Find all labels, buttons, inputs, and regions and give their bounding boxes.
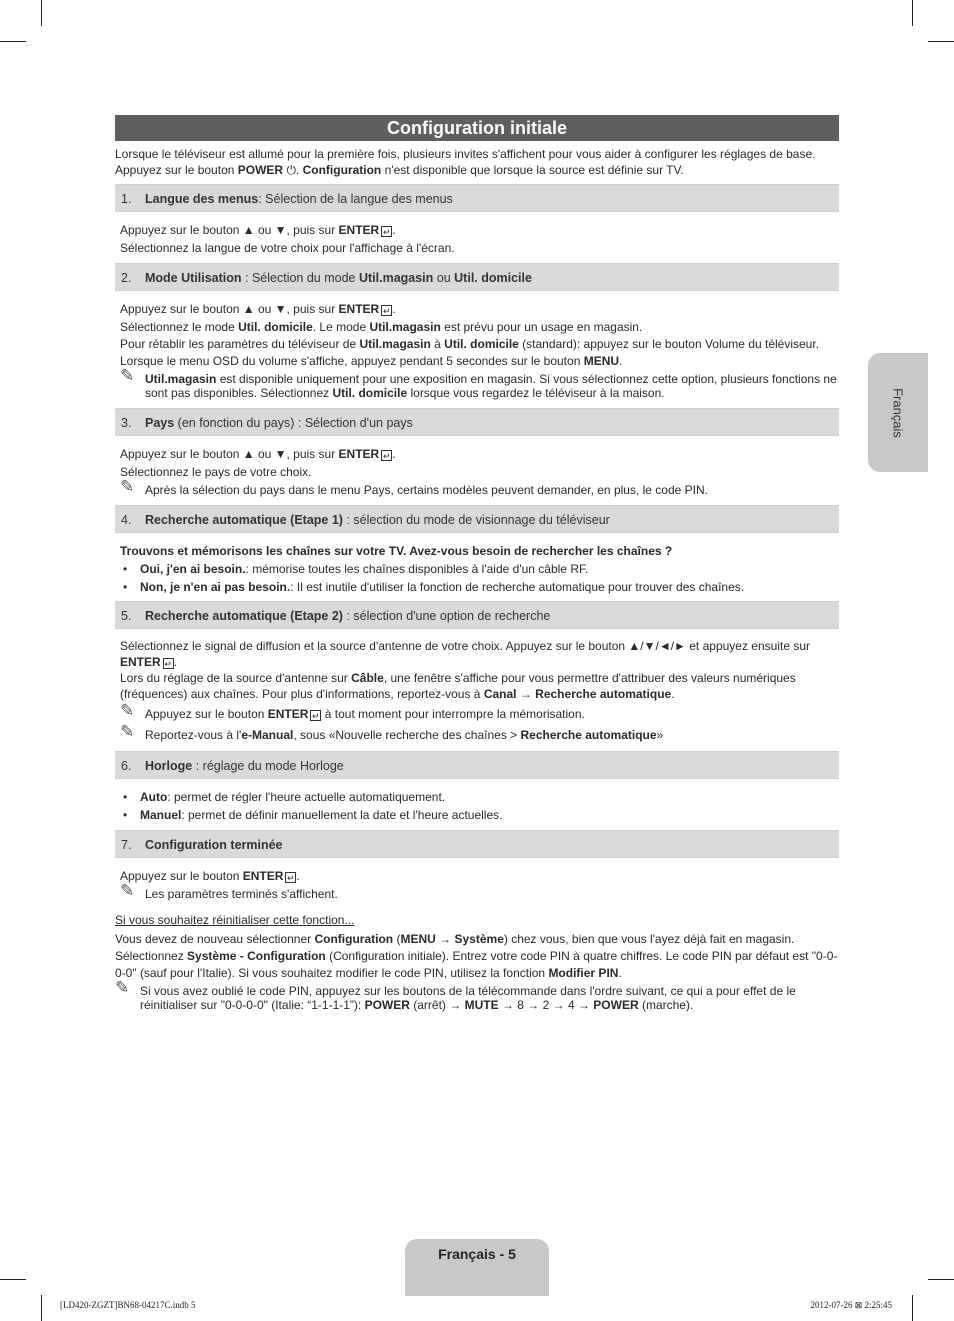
enter-keyword: ENTER: [338, 223, 380, 237]
pencil-icon: ✎: [120, 881, 135, 900]
intro-text: Lorsque le téléviseur est allumé pour la première fois, plusieurs invites s'affichent pour vous aider à configurer les réglages de base.: [115, 147, 816, 161]
note: ✎ Les paramètres terminés s'affichent.: [120, 881, 338, 901]
section-subtitle: (en fonction du pays) : Sélection d'un pays: [174, 416, 413, 430]
intro-text: Appuyez sur le bouton: [115, 163, 238, 177]
section-number: 4.: [121, 513, 132, 527]
crop-mark: [912, 0, 913, 26]
list-item: • Manuel: permet de définir manuellement la date et l'heure actuelles.: [123, 808, 503, 822]
body-text: Sélectionnez le pays de votre choix.: [120, 465, 312, 479]
section-body: Appuyez sur le bouton ▲ ou ▼, puis sur ENTER ↵ . Sélectionnez le mode Util. domicile. Le mode Util.magasin est prévu pour un usage en magasin. Pour rétablir les paramètres du téléviseur de Util.magasin à Util. domicile (standard): appuyez sur le bouton Volume du téléviseur. Lorsque le menu OSD du volume s'affiche, appuyez pendant 5 secondes sur le bouton MENU. ✎ Util.magasin est disponible uniquement pour une exposition en magasin. Si vous sélectionnez cette option, plusieurs fonctions ne sont pas disponibles. Sélectionnez Util. domicile lorsque vous regardez le téléviseur à la maison.: [115, 300, 839, 400]
page-title: Configuration initiale: [115, 115, 839, 141]
section-number: 7.: [121, 838, 132, 852]
note: ✎ Appuyez sur le bouton ENTER ↵ à tout moment pour interrompre la mémorisation.: [120, 701, 585, 721]
section-title: Horloge: [145, 759, 193, 773]
section-header: [115, 601, 839, 629]
intro-text: n'est disponible que lorsque la source est définie sur TV.: [381, 163, 684, 177]
section-subtitle: : sélection d'une option de recherche: [342, 609, 551, 623]
list-item: • Oui, j'en ai besoin.: mémorise toutes les chaînes disponibles à l'aide d'un câble RF.: [123, 562, 589, 576]
reset-title: Si vous souhaitez réinitialiser cette fonction...: [115, 913, 355, 927]
enter-keyword: ENTER: [338, 447, 380, 461]
section-title: Langue des menus: [145, 192, 259, 206]
crop-mark: [912, 1295, 913, 1321]
page-number: Français - 5: [405, 1239, 549, 1296]
section-body: Sélectionnez le signal de diffusion et la source d'antenne de votre choix. Appuyez sur le bouton ▲/▼/◄/► et appuyez ensuite sur ENTER ↵ . Lors du réglage de la source d'antenne sur Câble, une fenêtre s'affiche pour vous permettre d'attribuer des valeurs numériques (fréquences) aux chaînes. Pour plus d'informations, reportez-vous à Canal → Recherche automatique. ✎ Appuyez sur le bouton ENTER ↵ à tout moment pour interrompre la mémorisation. ✎ Reportez-vous à l'e-Manual, sous «Nouvelle recherche des chaînes > Recherche automatique»: [115, 638, 839, 742]
section-header: [115, 751, 839, 779]
pencil-icon: ✎: [115, 978, 130, 997]
section-title: Pays: [145, 416, 175, 430]
enter-keyword: ENTER: [120, 655, 161, 669]
crop-mark: [41, 0, 42, 26]
power-keyword: POWER: [237, 163, 284, 177]
power-icon: ⏻: [286, 163, 296, 177]
section-header: 2. Mode Utilisation : Sélection du mode Util.magasin ou Util. domicile: [115, 263, 839, 291]
enter-keyword: ENTER: [267, 707, 309, 721]
enter-icon: ↵: [382, 306, 391, 316]
enter-keyword: ENTER: [338, 302, 380, 316]
section-title: Mode Utilisation: [145, 271, 242, 285]
section-body: Appuyez sur le bouton ▲ ou ▼, puis sur ENTER ↵ . Sélectionnez le pays de votre choix. ✎ Après la sélection du pays dans le menu Pays, certains modèles peuvent demander, en plus, le code PIN.: [115, 445, 839, 497]
language-tab: [868, 353, 928, 472]
enter-icon: ↵: [312, 711, 320, 721]
footer-left: [LD420-ZGZT]BN68-04217C.indb 5: [60, 1300, 196, 1310]
note: ✎ Si vous avez oublié le code PIN, appuyez sur les boutons de la télécommande dans l'ordre suivant, ce qui a pour effet de le réinitialiser sur "0-0-0-0" (Italie: “1-1-1-1”): POWER (arrêt) → MUTE → 8 → 2 → 4 → POWER (marche).: [115, 978, 796, 1012]
section-number: 3.: [121, 416, 132, 430]
pencil-icon: ✎: [120, 366, 135, 385]
note: ✎ Util.magasin est disponible uniquement pour une exposition en magasin. Si vous sélectionnez cette option, plusieurs fonctions ne sont pas disponibles. Sélectionnez Util. domicile lorsque vous regardez le téléviseur à la maison.: [120, 366, 837, 400]
section-title: Configuration terminée: [145, 838, 283, 852]
intro-text: .: [295, 163, 303, 177]
section-body: [115, 788, 839, 824]
pencil-icon: ✎: [120, 701, 135, 720]
note: ✎ Après la sélection du pays dans le menu Pays, certains modèles peuvent demander, en plus, le code PIN.: [120, 477, 708, 497]
body-text: Sélectionnez la langue de votre choix pour l'affichage à l'écran.: [120, 241, 455, 255]
section-subtitle: : sélection du mode de visionnage du téléviseur: [342, 513, 610, 527]
pencil-icon: ✎: [120, 477, 135, 496]
enter-icon: ↵: [382, 227, 391, 237]
note: ✎ Reportez-vous à l'e-Manual, sous «Nouvelle recherche des chaînes > Recherche automatique»: [120, 722, 664, 742]
configuration-keyword: Configuration: [302, 163, 382, 177]
section-number: 1.: [121, 192, 132, 206]
section-header: [115, 505, 839, 533]
section-header: [115, 184, 839, 212]
crop-mark: [0, 1279, 26, 1280]
enter-icon: ↵: [382, 451, 391, 461]
section-body: [115, 542, 839, 596]
section-number: 5.: [121, 609, 132, 623]
reset-section: Si vous souhaitez réinitialiser cette fonction... Vous devez de nouveau sélectionner Configuration (MENU → Système) chez vous, bien que vous l'ayez déjà fait en magasin. Sélectionnez Système - Configuration (Configuration initiale). Entrez votre code PIN à quatre chiffres. Le code PIN par défaut est "0-0-0-0" (sauf pour l'Italie). Si vous souhaitez modifier le code PIN, utilisez la fonction Modifier PIN. ✎ Si vous avez oublié le code PIN, appuyez sur les boutons de la télécommande dans l'ordre suivant, ce qui a pour effet de le réinitialiser sur "0-0-0-0" (Italie: “1-1-1-1”): POWER (arrêt) → MUTE → 8 → 2 → 4 → POWER (marche).: [115, 913, 838, 1012]
language-tab-label: Français: [890, 387, 906, 438]
section-subtitle: : réglage du mode Horloge: [192, 759, 344, 773]
crop-mark: [928, 1279, 954, 1280]
section-body: Appuyez sur le bouton ENTER ↵ . ✎ Les paramètres terminés s'affichent.: [115, 867, 839, 901]
crop-mark: [928, 41, 954, 42]
list-item: • Auto: permet de régler l'heure actuelle automatiquement.: [123, 790, 446, 804]
section-number: 2.: [121, 271, 132, 285]
footer-right: 2012-07-26 ⊠ 2:25:45: [810, 1300, 892, 1310]
enter-icon: ↵: [164, 659, 172, 669]
main-content: [115, 145, 839, 1012]
list-item: • Non, je n'en ai pas besoin.: Il est inutile d'utiliser la fonction de recherche automatique pour trouver des chaînes.: [123, 580, 745, 594]
section-body: Appuyez sur le bouton ▲ ou ▼, puis sur ENTER ↵ . Sélectionnez la langue de votre choix pour l'affichage à l'écran.: [115, 221, 839, 257]
section-title: Recherche automatique (Etape 2): [145, 609, 343, 623]
section-subtitle: : Sélection de la langue des menus: [258, 192, 453, 206]
section-title: Recherche automatique (Etape 1): [145, 513, 343, 527]
section-header: [115, 830, 839, 858]
section-number: 6.: [121, 759, 132, 773]
crop-mark: [0, 41, 26, 42]
question-text: Trouvons et mémorisons les chaînes sur votre TV. Avez-vous besoin de rechercher les chaînes ?: [120, 544, 673, 558]
enter-icon: ↵: [287, 873, 295, 883]
pencil-icon: ✎: [120, 722, 135, 741]
enter-keyword: ENTER: [242, 869, 284, 883]
intro-paragraph: [115, 146, 839, 178]
crop-mark: [41, 1295, 42, 1321]
section-header: [115, 408, 839, 436]
